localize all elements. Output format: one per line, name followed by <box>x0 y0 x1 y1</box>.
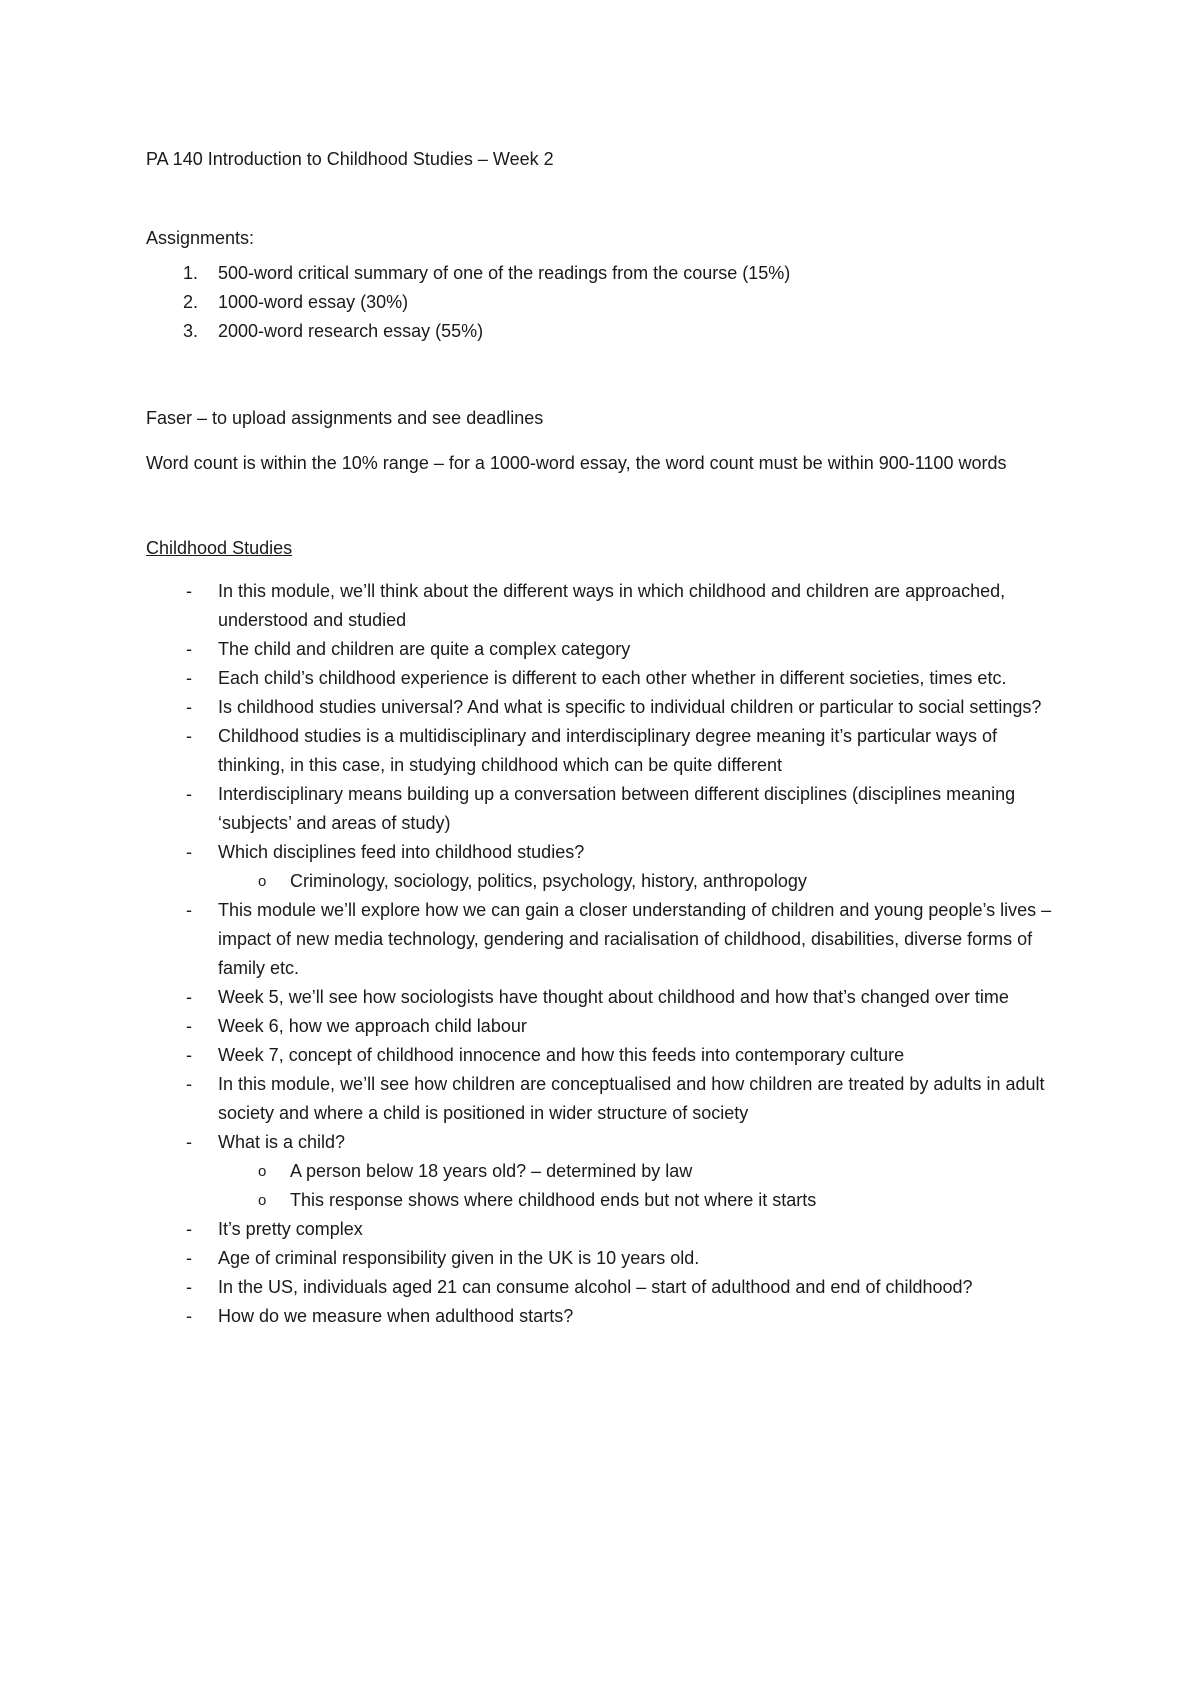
dash-marker: - <box>186 1248 192 1268</box>
sub-item <box>218 867 1066 896</box>
dash-marker: - <box>186 784 192 804</box>
note-item <box>146 896 1066 983</box>
assignment-item <box>146 288 1066 317</box>
sub-text: This response shows where childhood ends but not where it starts <box>290 1190 817 1210</box>
dash-marker: - <box>186 987 192 1007</box>
note-text: In this module, we’ll think about the different ways in which childhood and children are approached, understood and studied <box>218 581 1006 630</box>
sub-list <box>218 1157 1066 1215</box>
dash-marker: - <box>186 1016 192 1036</box>
note-item <box>146 1012 1066 1041</box>
section-heading: Childhood Studies <box>146 538 293 558</box>
note-text: Age of criminal responsibility given in the UK is 10 years old. <box>218 1248 700 1268</box>
note-text: Childhood studies is a multidisciplinary and interdisciplinary degree meaning it’s particular ways of thinking, in this case, in studying childhood which can be quite different <box>218 726 998 775</box>
note-item <box>146 983 1066 1012</box>
note-text: Week 6, how we approach child labour <box>218 1016 527 1036</box>
note-item <box>146 780 1066 838</box>
note-item <box>146 1273 1066 1302</box>
dash-marker: - <box>186 1277 192 1297</box>
assignment-item <box>146 259 1066 288</box>
note-text: This module we’ll explore how we can gain a closer understanding of children and young people’s lives – impact of new media technology, gendering and racialisation of childhood, disabilities, diverse forms of family etc. <box>218 900 1052 978</box>
document-title: PA 140 Introduction to Childhood Studies – Week 2 <box>146 149 554 169</box>
assignment-item <box>146 317 1066 346</box>
dash-marker: - <box>186 639 192 659</box>
assignment-number: 2. <box>183 292 199 312</box>
dash-marker: - <box>186 1219 192 1239</box>
note-item <box>146 664 1066 693</box>
dash-marker: - <box>186 697 192 717</box>
faser-note: Faser – to upload assignments and see deadlines <box>146 408 544 428</box>
assignment-number: 3. <box>183 321 199 341</box>
sub-list <box>218 867 1066 896</box>
document-body <box>146 145 1066 1331</box>
assignment-number: 1. <box>183 263 199 283</box>
sub-item <box>218 1186 1066 1215</box>
dash-marker: - <box>186 1045 192 1065</box>
assignment-text: 1000-word essay (30%) <box>218 292 409 312</box>
note-item <box>146 693 1066 722</box>
sub-text: A person below 18 years old? – determined by law <box>290 1161 693 1181</box>
word-count-note: Word count is within the 10% range – for a 1000-word essay, the word count must be within 900-1100 words <box>146 453 1007 473</box>
dash-marker: - <box>186 726 192 746</box>
sub-text: Criminology, sociology, politics, psychology, history, anthropology <box>290 871 807 891</box>
note-text: The child and children are quite a complex category <box>218 639 631 659</box>
dash-marker: - <box>186 1132 192 1152</box>
note-text: In this module, we’ll see how children are conceptualised and how children are treated by adults in adult society and where a child is positioned in wider structure of society <box>218 1074 1045 1123</box>
note-text: How do we measure when adulthood starts? <box>218 1306 574 1326</box>
note-item <box>146 635 1066 664</box>
dash-marker: - <box>186 1074 192 1094</box>
note-text: Week 5, we’ll see how sociologists have thought about childhood and how that’s changed over time <box>218 987 1009 1007</box>
note-item <box>146 1302 1066 1331</box>
assignment-text: 2000-word research essay (55%) <box>218 321 484 341</box>
circle-marker: o <box>258 1163 267 1180</box>
dash-marker: - <box>186 1306 192 1326</box>
note-item <box>146 1244 1066 1273</box>
dash-marker: - <box>186 668 192 688</box>
note-item <box>146 577 1066 635</box>
note-item <box>146 1070 1066 1128</box>
note-text: Each child’s childhood experience is different to each other whether in different societies, times etc. <box>218 668 1007 688</box>
note-text: What is a child? <box>218 1132 346 1152</box>
circle-marker: o <box>258 1192 267 1209</box>
dash-marker: - <box>186 842 192 862</box>
dash-marker: - <box>186 581 192 601</box>
note-item <box>146 1128 1066 1215</box>
note-item <box>146 1215 1066 1244</box>
dash-marker: - <box>186 900 192 920</box>
note-text: Is childhood studies universal? And what is specific to individual children or particular to social settings? <box>218 697 1042 717</box>
assignments-label: Assignments: <box>146 228 255 248</box>
assignment-text: 500-word critical summary of one of the readings from the course (15%) <box>218 263 791 283</box>
note-text: Week 7, concept of childhood innocence and how this feeds into contemporary culture <box>218 1045 905 1065</box>
notes-list <box>146 577 1066 1331</box>
note-text: Interdisciplinary means building up a conversation between different disciplines (disciplines meaning ‘subjects’ and areas of study) <box>218 784 1016 833</box>
note-item <box>146 722 1066 780</box>
note-text: Which disciplines feed into childhood studies? <box>218 842 585 862</box>
assignments-list <box>146 259 1066 346</box>
note-text: It’s pretty complex <box>218 1219 363 1239</box>
note-item <box>146 1041 1066 1070</box>
note-text: In the US, individuals aged 21 can consume alcohol – start of adulthood and end of childhood? <box>218 1277 973 1297</box>
circle-marker: o <box>258 873 267 890</box>
sub-item <box>218 1157 1066 1186</box>
note-item <box>146 838 1066 896</box>
